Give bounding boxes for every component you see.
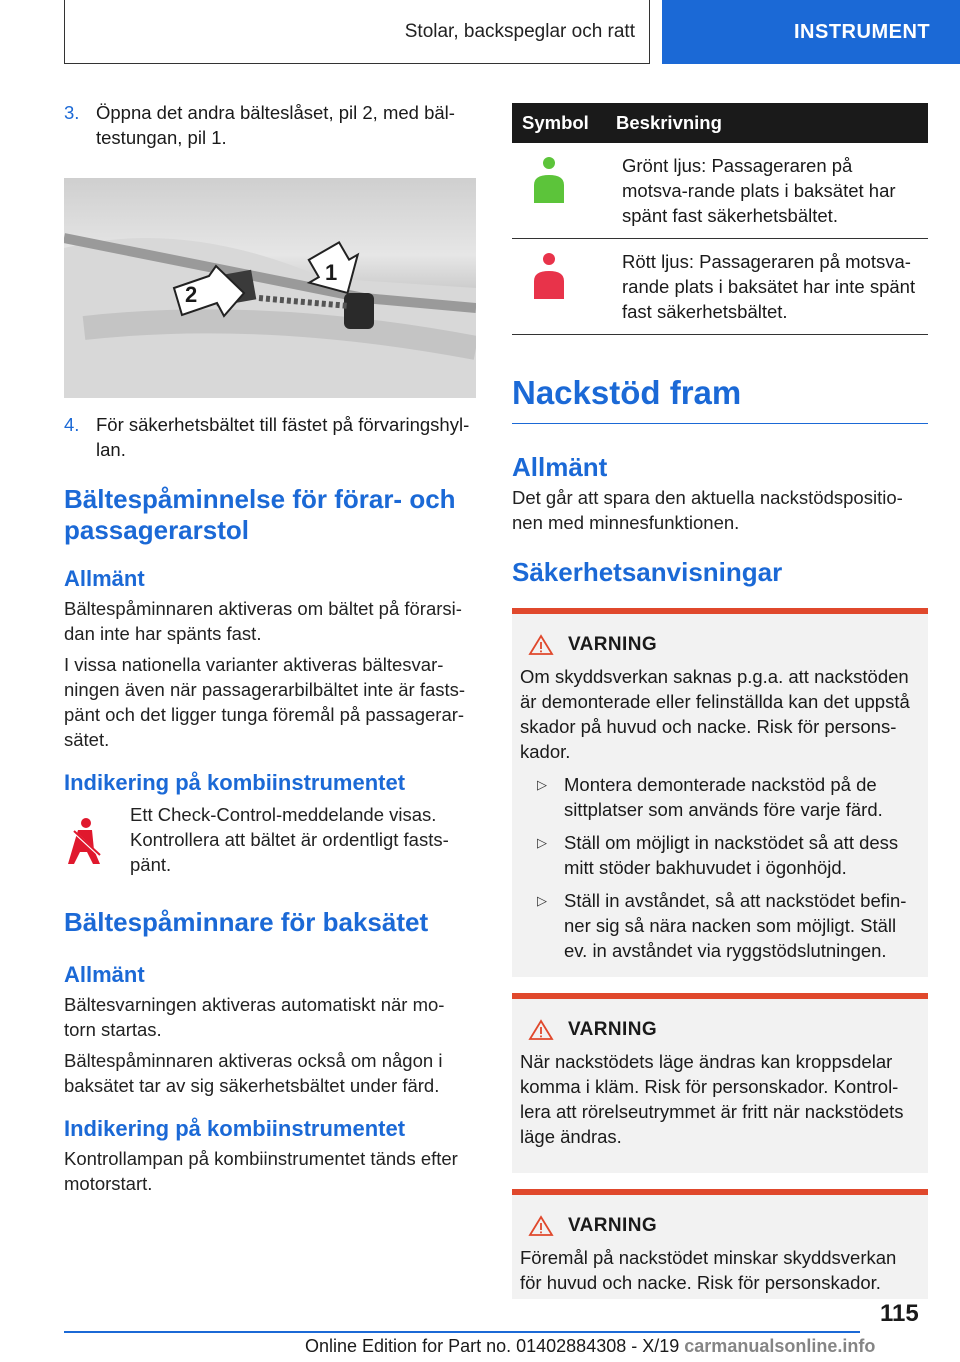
warning-box <box>512 1189 928 1299</box>
paragraph: Bältespåminnaren aktiveras om bältet på förarsi-dan inte har spänts fast. <box>64 598 462 644</box>
list-item-text: Ställ in avståndet, så att nackstödet befin-ner sig så nära nacken som möjligt. Ställ ev. in avståndet via ryggstödslutningen. <box>564 890 907 961</box>
paragraph: Bältespåminnaren aktiveras också om någon i baksätet tar av sig säkerhetsbältet under färd. <box>64 1050 443 1096</box>
warning-header <box>520 1215 920 1237</box>
list-item <box>520 772 920 822</box>
warning-box <box>512 608 928 977</box>
step-4 <box>64 412 476 462</box>
list-item <box>520 888 920 963</box>
paragraph: Det går att spara den aktuella nackstödspositio-nen med minnesfunktionen. <box>512 487 903 533</box>
header-section-title: Stolar, backspeglar och ratt <box>64 0 650 64</box>
person-red-icon <box>512 239 586 329</box>
subheading-general: Allmänt <box>64 566 145 591</box>
warning-label: VARNING <box>568 634 658 655</box>
paragraph: Kontrollampan på kombiinstrumentet tänds efter motorstart. <box>64 1148 458 1194</box>
warning-header <box>520 634 920 656</box>
paragraph: I vissa nationella varianter aktiveras bältesvar-ningen även när passagerarbilbältet inte är fasts-pänt och det ligger tunga föremål på passagerar-sätet. <box>64 654 466 750</box>
step-3 <box>64 100 476 150</box>
subheading-indicator: Indikering på kombiinstrumentet <box>64 1116 406 1141</box>
footer-divider <box>64 1331 860 1333</box>
table-row <box>512 239 928 335</box>
warning-text: Om skyddsverkan saknas p.g.a. att nackstöden är demonterade eller felinställda kan det uppstå skador på huvud och nacke. Risk för persons-kador. <box>520 666 910 762</box>
photo-label-1: 1 <box>325 260 338 285</box>
heading-seatbelt-reminder-rear: Bältespåminnare för baksätet <box>64 907 429 937</box>
warning-triangle-icon <box>528 634 554 656</box>
table-cell: Grönt ljus: Passageraren på motsva-rande plats i baksätet har spänt fast säkerhetsbältet. <box>606 143 928 239</box>
subheading-general: Allmänt <box>512 452 608 482</box>
symbol-table <box>512 103 928 335</box>
subheading-general: Allmänt <box>64 962 145 987</box>
heading-seatbelt-reminder-front: Bältespåminnelse för förar- och passagerarstol <box>64 484 456 545</box>
warning-box <box>512 993 928 1173</box>
warning-label: VARNING <box>568 1019 658 1040</box>
right-column <box>512 103 928 1299</box>
seatbelt-illustration <box>64 178 476 398</box>
indicator-row <box>64 802 476 877</box>
seatbelt-warning-icon <box>64 802 130 877</box>
table-cell: Rött ljus: Passageraren på motsva-rande plats i baksätet har inte spänt fast säkerhetsbältet. <box>606 239 928 335</box>
warning-triangle-icon <box>528 1019 554 1041</box>
seatbelt-photo <box>64 178 476 398</box>
subheading-safety: Säkerhetsanvisningar <box>512 557 783 587</box>
left-column <box>64 100 476 1196</box>
bullet-triangle-icon: ▷ <box>537 835 547 850</box>
footer-edition <box>305 1336 875 1357</box>
person-green-icon <box>512 143 586 233</box>
list-item <box>520 830 920 880</box>
table-header-symbol: Symbol <box>512 103 606 143</box>
warning-text: När nackstödets läge ändras kan kroppsdelar komma i kläm. Risk för personskador. Kontrol-lera att rörelseutrymmet är fritt när nackstödets läge ändras. <box>520 1051 904 1147</box>
subheading-indicator: Indikering på kombiinstrumentet <box>64 770 406 795</box>
section-title: Nackstöd fram <box>512 373 928 424</box>
edition-text: Online Edition for Part no. 01402884308 - X/19 <box>305 1336 680 1356</box>
step-text: För säkerhetsbältet till fästet på förvaringshyl-lan. <box>96 414 470 460</box>
list-item-text: Montera demonterade nackstöd på de sittplatser som används före varje färd. <box>564 774 883 820</box>
table-header-description: Beskrivning <box>606 103 928 143</box>
list-item-text: Ställ om möjligt in nackstödet så att dess mitt stöder bakhuvudet i ögonhöjd. <box>564 832 899 878</box>
watermark-brand[interactable]: carmanualsonline.info <box>684 1336 876 1356</box>
step-number: 3. <box>64 102 80 123</box>
step-text: Öppna det andra bälteslåset, pil 2, med bäl-testungan, pil 1. <box>96 102 455 148</box>
photo-label-2: 2 <box>185 282 198 307</box>
bullet-triangle-icon: ▷ <box>537 893 547 908</box>
page-number: 115 <box>880 1300 919 1327</box>
warning-header <box>520 1019 920 1041</box>
indicator-text: Ett Check-Control-meddelande visas. Kontrollera att bältet är ordentligt fasts-pänt. <box>130 804 449 875</box>
paragraph: Bältesvarningen aktiveras automatiskt när mo-torn startas. <box>64 994 445 1040</box>
header-chapter-tab[interactable]: INSTRUMENT <box>662 0 960 64</box>
table-row <box>512 143 928 239</box>
warning-label: VARNING <box>568 1215 658 1236</box>
bullet-triangle-icon: ▷ <box>537 777 547 792</box>
warning-text: Föremål på nackstödet minskar skyddsverkan för huvud och nacke. Risk för personskador. <box>520 1247 897 1293</box>
step-number: 4. <box>64 414 80 435</box>
warning-triangle-icon <box>528 1215 554 1237</box>
